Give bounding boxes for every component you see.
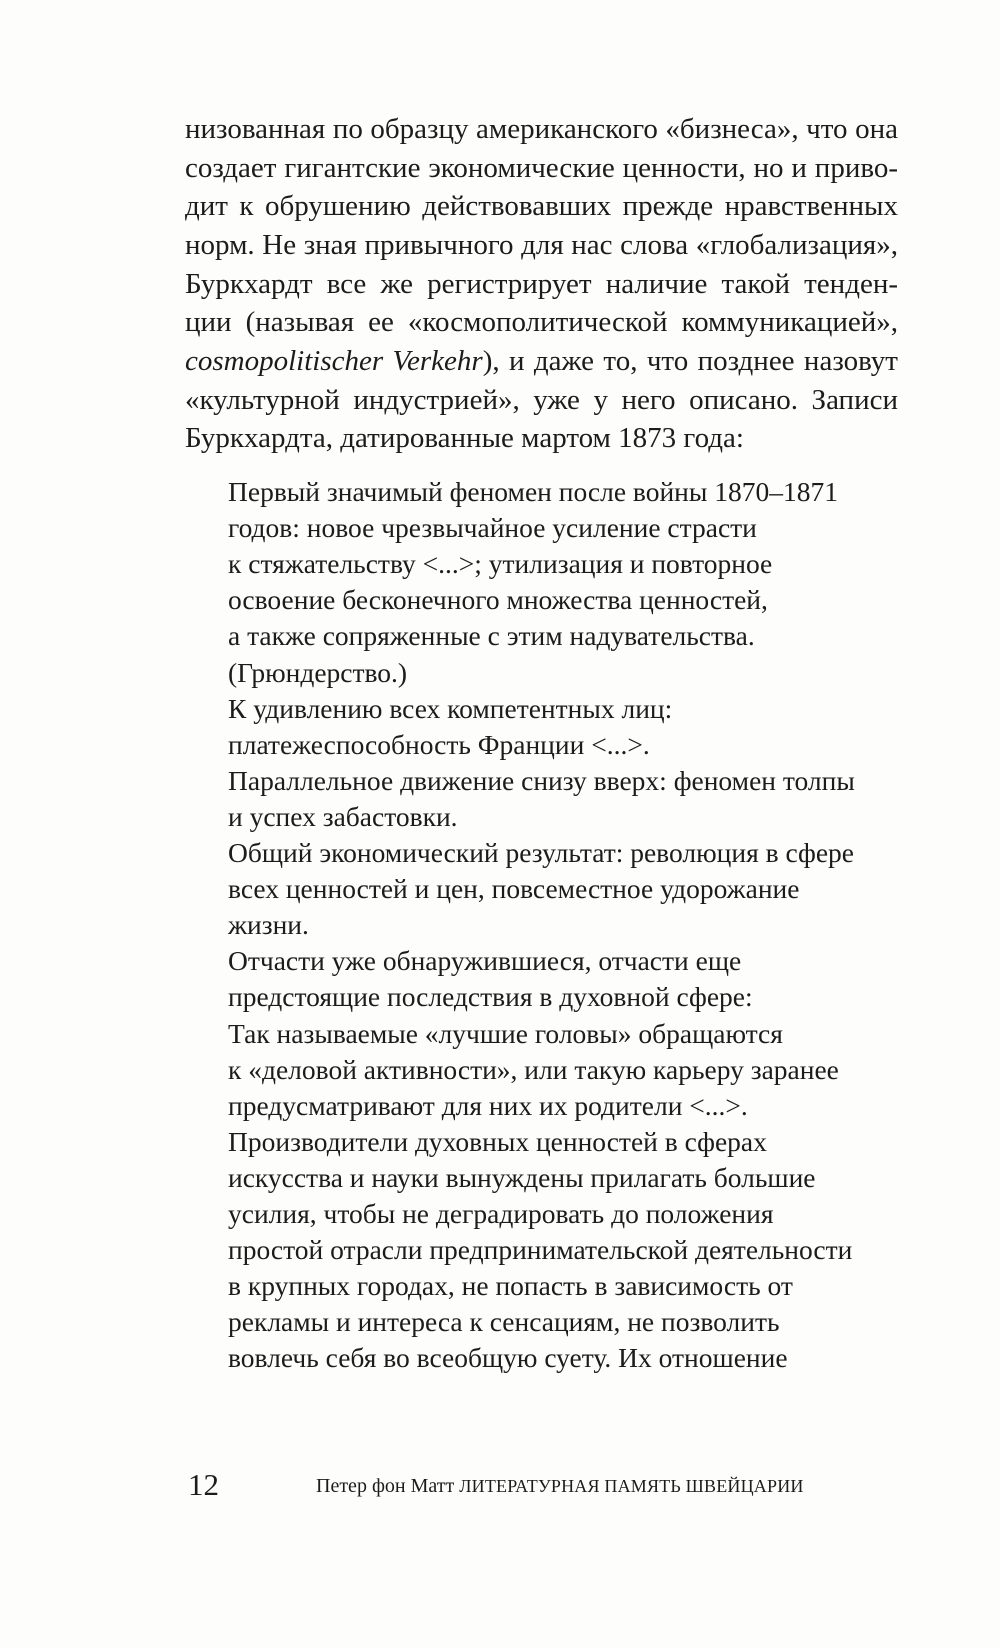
body-line: Буркхардт все же регистрирует наличие такой тенден- <box>185 268 898 300</box>
running-head-author: Петер фон Матт <box>316 1475 455 1497</box>
quote-line: искусства и науки вынуждены прилагать большие <box>228 1162 816 1193</box>
quote-line: и успех забастовки. <box>228 801 458 832</box>
quote-line: Параллельное движение снизу вверх: феномен толпы <box>228 765 855 796</box>
quote-line: предусматривают для них их родители <...>. <box>228 1090 748 1121</box>
body-line: дит к обрушению действовавших прежде нравственных <box>185 190 898 222</box>
quote-line: к стяжательству <...>; утилизация и повторное <box>228 548 773 579</box>
body-line: Буркхардта, датированные мартом 1873 года: <box>185 422 744 454</box>
quote-line: (Грюндерство.) <box>228 657 408 688</box>
quote-line: К удивлению всех компетентных лиц: <box>228 693 673 724</box>
italic-term: cosmopolitischer Verkehr <box>185 345 483 377</box>
quote-line: освоение бесконечного множества ценностей, <box>228 584 768 615</box>
quote-line: Производители духовных ценностей в сферах <box>228 1126 767 1157</box>
quote-line: жизни. <box>228 909 309 940</box>
running-head <box>316 1471 804 1501</box>
quote-line: усилия, чтобы не деградировать до положения <box>228 1198 774 1229</box>
quote-line: рекламы и интереса к сенсациям, не позволить <box>228 1306 780 1337</box>
body-line: низованная по образцу американского «бизнеса», что она <box>185 113 898 145</box>
body-line: «культурной индустрией», уже у него описано. Записи <box>185 384 898 416</box>
page-number: 12 <box>188 1467 219 1502</box>
quote-line: к «деловой активности», или такую карьеру заранее <box>228 1054 839 1085</box>
running-head-title: ЛИТЕРАТУРНАЯ ПАМЯТЬ ШВЕЙЦАРИИ <box>459 1476 804 1496</box>
quote-line: Первый значимый феномен после войны 1870–1871 <box>228 476 838 507</box>
quote-line: всех ценностей и цен, повсеместное удорожание <box>228 873 800 904</box>
body-line <box>185 342 898 380</box>
body-line-rest: ), и даже то, что позднее назовут <box>482 345 898 377</box>
quote-line: Так называемые «лучшие головы» обращаются <box>228 1018 783 1049</box>
quote-line: Общий экономический результат: революция в сфере <box>228 837 854 868</box>
body-line: ции (называя ее «космополитической коммуникацией», <box>185 306 898 338</box>
quote-line: предстоящие последствия в духовной сфере: <box>228 981 753 1012</box>
body-line: создает гигантские экономические ценности, но и приво- <box>185 152 898 184</box>
quote-line: годов: новое чрезвычайное усиление страсти <box>228 512 757 543</box>
body-line: норм. Не зная привычного для нас слова «глобализация», <box>185 229 898 261</box>
quote-line: вовлечь себя во всеобщую суету. Их отношение <box>228 1342 788 1373</box>
quote-line: платежеспособность Франции <...>. <box>228 729 650 760</box>
quote-line: Отчасти уже обнаружившиеся, отчасти еще <box>228 945 742 976</box>
quote-line: в крупных городах, не попасть в зависимость от <box>228 1270 793 1301</box>
quote-line: а также сопряженные с этим надувательства. <box>228 620 755 651</box>
quote-line: простой отрасли предпринимательской деятельности <box>228 1234 853 1265</box>
